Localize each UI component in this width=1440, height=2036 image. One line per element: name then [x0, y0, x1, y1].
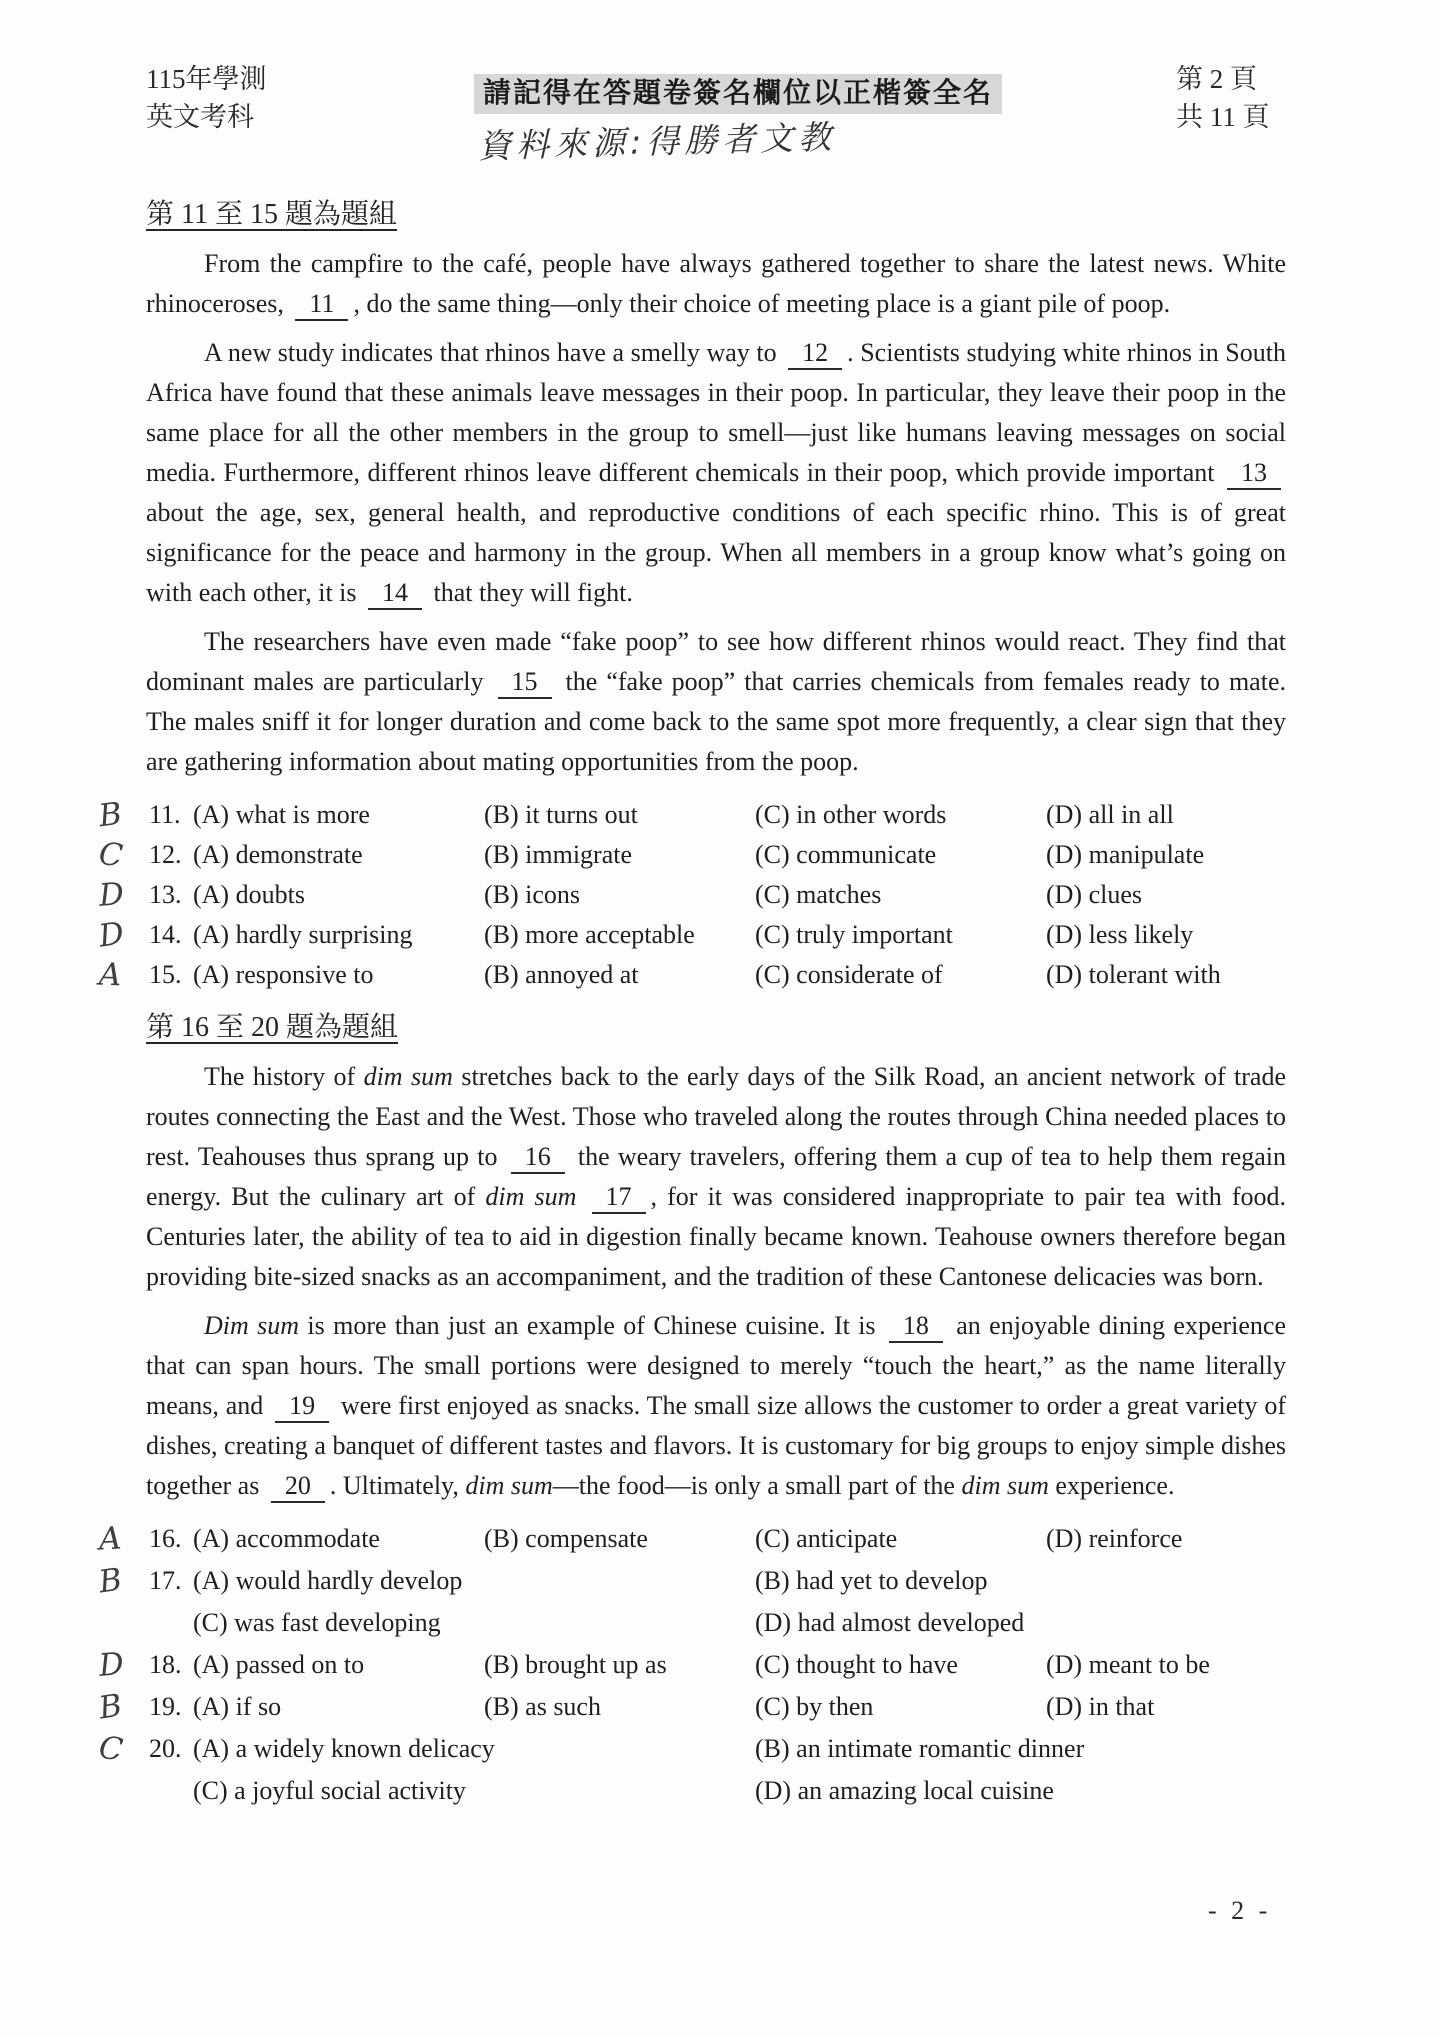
cloze-blank-12: 12 [788, 338, 842, 370]
italic-term: Dim sum [204, 1311, 300, 1340]
text-run: , do the same thing—only their choice of meeting place is a giant pile of poop. [353, 289, 1171, 318]
section-questions-16-20 [96, 1008, 1287, 1814]
handwritten-answer: B [96, 1687, 125, 1727]
option-b: (B) icons [484, 880, 581, 909]
option-b: (B) compensate [484, 1524, 648, 1553]
question-20 [96, 1729, 1286, 1814]
passage-paragraph [146, 244, 1286, 324]
section-title: 第 16 至 20 題為題組 [146, 1012, 399, 1043]
option-c: (C) anticipate [755, 1524, 898, 1553]
question-number: 13. [149, 880, 182, 909]
option-c: (C) truly important [755, 920, 953, 949]
question-14 [96, 915, 1286, 956]
passage-paragraph [146, 622, 1286, 782]
question-17 [96, 1561, 1286, 1646]
text-run: experience. [1048, 1471, 1175, 1500]
option-c: (C) was fast developing [193, 1608, 441, 1637]
option-d: (D) all in all [1046, 800, 1174, 829]
exam-body [96, 195, 1287, 1814]
option-b: (B) an intimate romantic dinner [755, 1734, 1085, 1763]
page-indicator [1176, 60, 1270, 136]
question-list [96, 795, 1286, 996]
option-a: (A) would hardly develop [193, 1566, 463, 1595]
option-a: (A) passed on to [193, 1650, 365, 1679]
question-number: 15. [149, 960, 182, 989]
text-run: —the food—is only a small part of the [552, 1471, 962, 1500]
text-run: The history of [204, 1062, 364, 1091]
option-a: (A) what is more [193, 800, 370, 829]
exam-identity [146, 60, 267, 136]
question-15 [98, 956, 1286, 996]
option-d: (D) an amazing local cuisine [755, 1776, 1054, 1805]
option-a: (A) accommodate [193, 1524, 380, 1553]
signature-notice-banner: 請記得在答題卷簽名欄位以正楷簽全名 [474, 74, 1002, 114]
question-list [96, 1520, 1286, 1814]
text-run: The researchers have even made “fake poop” to see how different rhinos would react. They find that dominant males are particularly [146, 627, 1286, 696]
question-number: 18. [149, 1650, 182, 1679]
text-run: A new study indicates that rhinos have a smelly way to [204, 338, 784, 367]
option-d: (D) clues [1046, 880, 1143, 909]
question-19 [96, 1687, 1286, 1730]
option-c: (C) by then [755, 1692, 874, 1721]
italic-term: dim sum [465, 1471, 553, 1500]
text-run: is more than just an example of Chinese cuisine. It is [299, 1311, 884, 1340]
option-a: (A) responsive to [193, 960, 374, 989]
italic-term: dim sum [485, 1182, 577, 1211]
question-number: 12. [149, 840, 182, 869]
text-run: the weary travelers, offering them a cup of tea to help them regain energy. But the culinary art of [146, 1142, 1287, 1211]
option-a: (A) a widely known delicacy [193, 1734, 495, 1763]
option-a: (A) doubts [193, 880, 305, 909]
option-b: (B) had yet to develop [755, 1566, 988, 1595]
passage-paragraph [146, 1306, 1286, 1506]
question-12 [97, 835, 1286, 876]
handwritten-answer: A [98, 956, 123, 994]
exam-subject-label: 英文考科 [146, 102, 254, 132]
handwritten-answer: B [96, 795, 124, 835]
handwritten-source-note: 資料來源:得勝者文教 [477, 117, 837, 166]
cloze-blank-17: 17 [592, 1182, 646, 1214]
exam-year-label: 115年學測 [146, 64, 267, 94]
text-run: . Scientists studying white rhinos in South Africa have found that these animals leave messages in their poop. In particular, they leave their poop in the same place for all the other members in the group to smell—just like humans leaving messages on social media. Furthermore, different rhinos leave different chemicals in their poop, which provide important [146, 338, 1286, 487]
question-11 [96, 795, 1286, 836]
question-number: 16. [149, 1524, 182, 1553]
option-c: (C) a joyful social activity [193, 1776, 466, 1805]
option-b: (B) as such [484, 1692, 601, 1721]
question-number: 20. [149, 1734, 182, 1763]
question-18 [97, 1645, 1286, 1688]
text-run [576, 1182, 586, 1211]
handwritten-answer: B [96, 1561, 125, 1601]
cloze-blank-16: 16 [511, 1142, 565, 1174]
text-run: an enjoyable dining experience that can span hours. The small portions were designed to merely “touch the heart,” as the name literally means, and [146, 1311, 1286, 1420]
option-c: (C) thought to have [755, 1650, 958, 1679]
option-d: (D) meant to be [1046, 1650, 1210, 1679]
option-d: (D) had almost developed [755, 1608, 1025, 1637]
question-number: 11. [149, 800, 181, 829]
italic-term: dim sum [961, 1471, 1049, 1500]
question-16 [98, 1520, 1286, 1562]
option-a: (A) if so [193, 1692, 282, 1721]
option-a: (A) demonstrate [193, 840, 363, 869]
handwritten-answer: C [97, 835, 125, 875]
text-run: the “fake poop” that carries chemicals from females ready to mate. The males sniff it for longer duration and come back to the same spot more frequently, a clear sign that they are gathering information about mating opportunities from the poop. [146, 667, 1286, 776]
option-c: (C) considerate of [755, 960, 943, 989]
option-b: (B) brought up as [484, 1650, 667, 1679]
cloze-blank-13: 13 [1227, 458, 1281, 490]
option-c: (C) in other words [755, 800, 947, 829]
option-b: (B) annoyed at [484, 960, 639, 989]
italic-term: dim sum [363, 1062, 453, 1091]
option-a: (A) hardly surprising [193, 920, 413, 949]
option-b: (B) more acceptable [484, 920, 695, 949]
option-b: (B) immigrate [484, 840, 633, 869]
cloze-blank-15: 15 [498, 667, 552, 699]
section-title: 第 11 至 15 題為題組 [146, 199, 397, 230]
text-run: were first enjoyed as snacks. The small size allows the customer to order a great variety of dishes, creating a banquet of different tastes and flavors. It is customary for big groups to enjoy simple dishes together as [146, 1391, 1286, 1500]
passage-paragraph [146, 1057, 1286, 1297]
total-pages-label: 共 11 頁 [1176, 102, 1270, 132]
text-run: From the campfire to the café, people have always gathered together to share the latest news. White rhinoceroses, [146, 249, 1286, 318]
question-number: 14. [149, 920, 182, 949]
text-run: . Ultimately, [329, 1471, 466, 1500]
handwritten-answer: C [96, 1729, 125, 1769]
section-questions-11-15 [96, 195, 1286, 996]
cloze-blank-11: 11 [295, 289, 348, 321]
handwritten-answer: D [97, 876, 126, 914]
handwritten-answer: D [97, 1645, 126, 1685]
option-d: (D) less likely [1046, 920, 1194, 949]
question-number: 19. [149, 1692, 182, 1721]
option-d: (D) tolerant with [1046, 960, 1221, 989]
cloze-blank-18: 18 [889, 1311, 943, 1343]
text-run: stretches back to the early days of the Silk Road, an ancient network of trade routes connecting the East and the West. Those who traveled along the routes through China needed places to rest. Teahouses thus sprang up to [146, 1062, 1286, 1171]
cloze-blank-19: 19 [275, 1391, 329, 1423]
text-run: that they will fight. [427, 578, 633, 607]
option-d: (D) reinforce [1046, 1524, 1183, 1553]
option-d: (D) in that [1046, 1692, 1155, 1721]
option-d: (D) manipulate [1046, 840, 1205, 869]
handwritten-answer: D [96, 915, 127, 955]
passage-paragraph [146, 333, 1286, 613]
cloze-blank-20: 20 [271, 1471, 325, 1503]
option-c: (C) matches [755, 880, 882, 909]
option-c: (C) communicate [755, 840, 937, 869]
text-run: about the age, sex, general health, and reproductive conditions of each specific rhino. This is of great significance for the peace and harmony in the group. When all members in a group know what’s going on with each other, it is [146, 498, 1286, 607]
handwritten-answer: A [98, 1520, 123, 1558]
question-number: 17. [149, 1566, 182, 1595]
footer-page-number: - 2 - [1208, 1896, 1272, 1925]
question-13 [97, 876, 1286, 916]
option-b: (B) it turns out [484, 800, 638, 829]
cloze-blank-14: 14 [368, 578, 422, 610]
current-page-label: 第 2 頁 [1176, 64, 1257, 94]
text-run: , for it was considered inappropriate to pair tea with food. Centuries later, the ability of tea to aid in digestion finally became known. Teahouse owners therefore began providing bite-sized snacks as an accompaniment, and the tradition of these Cantonese delicacies was born. [146, 1182, 1286, 1291]
